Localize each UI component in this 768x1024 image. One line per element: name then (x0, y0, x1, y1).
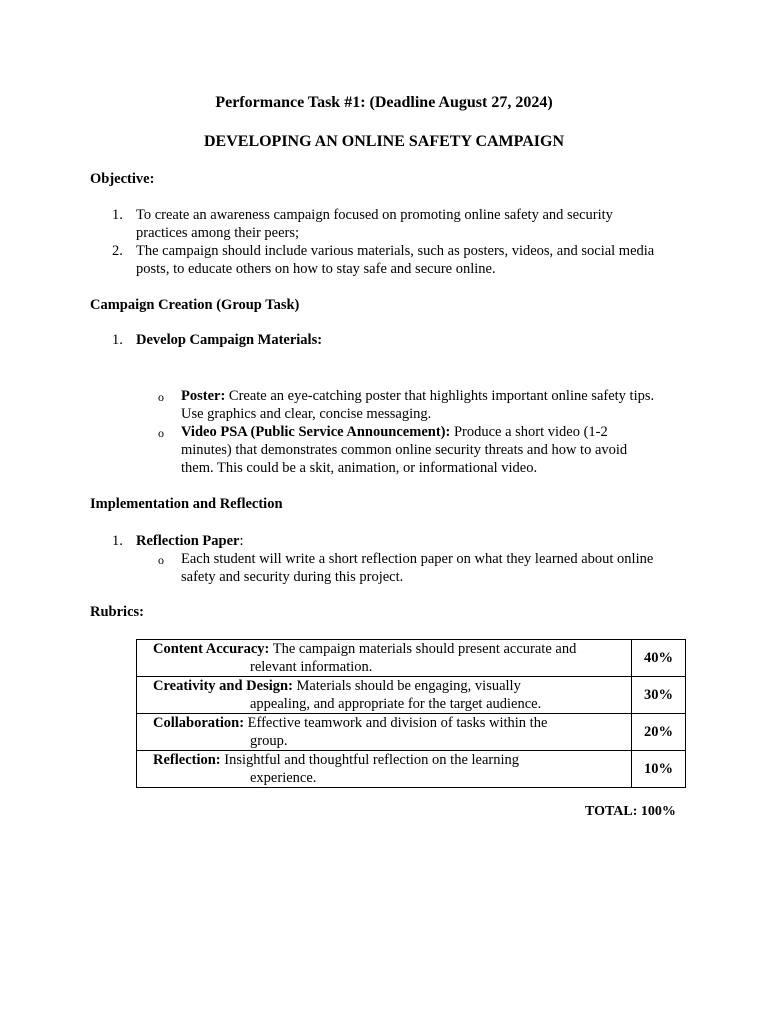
campaign-item-label-text: Develop Campaign Materials: (136, 332, 323, 348)
rubrics-heading: Rubrics: (90, 604, 144, 620)
document-subtitle: DEVELOPING AN ONLINE SAFETY CAMPAIGN (203, 133, 565, 150)
rubric-percent: 40% (632, 640, 686, 677)
implementation-item-number: 1. (112, 533, 123, 549)
rubric-criterion-text: Materials should be engaging, visually (292, 678, 521, 694)
rubric-criterion-text: appealing, and appropriate for the target audience. (250, 696, 542, 712)
objective-item-line: The campaign should include various materials, such as posters, videos, and social media (136, 243, 655, 259)
table-row (137, 640, 686, 677)
rubric-percent: 30% (632, 677, 686, 714)
objective-item-line: To create an awareness campaign focused on promoting online safety and security (136, 207, 613, 223)
rubric-criterion (137, 640, 632, 677)
rubric-criterion-text: Insightful and thoughtful reflection on the learning (220, 752, 520, 768)
table-row (137, 751, 686, 788)
rubric-criterion-text: The campaign materials should present accurate and (269, 641, 577, 657)
rubric-criterion-label: Content Accuracy: (153, 641, 270, 657)
table-row (137, 677, 686, 714)
implementation-bullet (181, 550, 681, 586)
bullet-label: Poster: (181, 388, 226, 404)
bullet-marker: o (158, 426, 164, 440)
rubric-criterion (137, 677, 632, 714)
implementation-heading: Implementation and Reflection (90, 496, 283, 512)
objective-item (136, 206, 681, 242)
implementation-item-label-text: Reflection Paper (136, 533, 240, 549)
rubrics-total: TOTAL: 100% (585, 804, 676, 819)
implementation-item-suffix: : (239, 533, 244, 549)
objective-heading: Objective: (90, 171, 155, 187)
rubric-criterion-text: experience. (250, 770, 317, 786)
rubric-criterion-text: relevant information. (250, 659, 373, 675)
objective-item-number: 1. (112, 207, 123, 223)
campaign-bullet-poster (181, 387, 681, 423)
implementation-item-label (136, 532, 681, 550)
bullet-line: safety and security during this project. (181, 569, 404, 585)
rubric-percent: 20% (632, 714, 686, 751)
bullet-marker: o (158, 553, 164, 567)
objective-item (136, 242, 681, 278)
rubric-criterion (137, 714, 632, 751)
rubric-criterion-text: group. (250, 733, 288, 749)
bullet-label: Video PSA (Public Service Announcement): (181, 424, 451, 440)
rubric-criterion (137, 751, 632, 788)
table-row (137, 714, 686, 751)
campaign-heading: Campaign Creation (Group Task) (90, 297, 300, 313)
objective-item-line: practices among their peers; (136, 225, 300, 241)
rubric-criterion-label: Creativity and Design: (153, 678, 293, 694)
bullet-line: Use graphics and clear, concise messaging. (181, 406, 432, 422)
campaign-item-label (136, 331, 681, 349)
campaign-bullet-video (181, 423, 681, 477)
objective-item-number: 2. (112, 243, 123, 259)
document-title: Performance Task #1: (Deadline August 27, 2024) (215, 94, 553, 111)
bullet-marker: o (158, 390, 164, 404)
rubric-criterion-text: Effective teamwork and division of tasks within the (244, 715, 548, 731)
bullet-line: minutes) that demonstrates common online security threats and how to avoid (181, 442, 628, 458)
rubric-criterion-label: Collaboration: (153, 715, 245, 731)
bullet-line: Create an eye-catching poster that highlights important online safety tips. (225, 388, 655, 404)
bullet-line: Produce a short video (1-2 (450, 424, 608, 440)
rubric-percent: 10% (632, 751, 686, 788)
bullet-line: them. This could be a skit, animation, or informational video. (181, 460, 538, 476)
rubric-criterion-label: Reflection: (153, 752, 221, 768)
objective-item-line: posts, to educate others on how to stay safe and secure online. (136, 261, 496, 277)
rubrics-table (136, 639, 686, 788)
campaign-item-number: 1. (112, 332, 123, 348)
bullet-line: Each student will write a short reflection paper on what they learned about online (181, 551, 654, 567)
